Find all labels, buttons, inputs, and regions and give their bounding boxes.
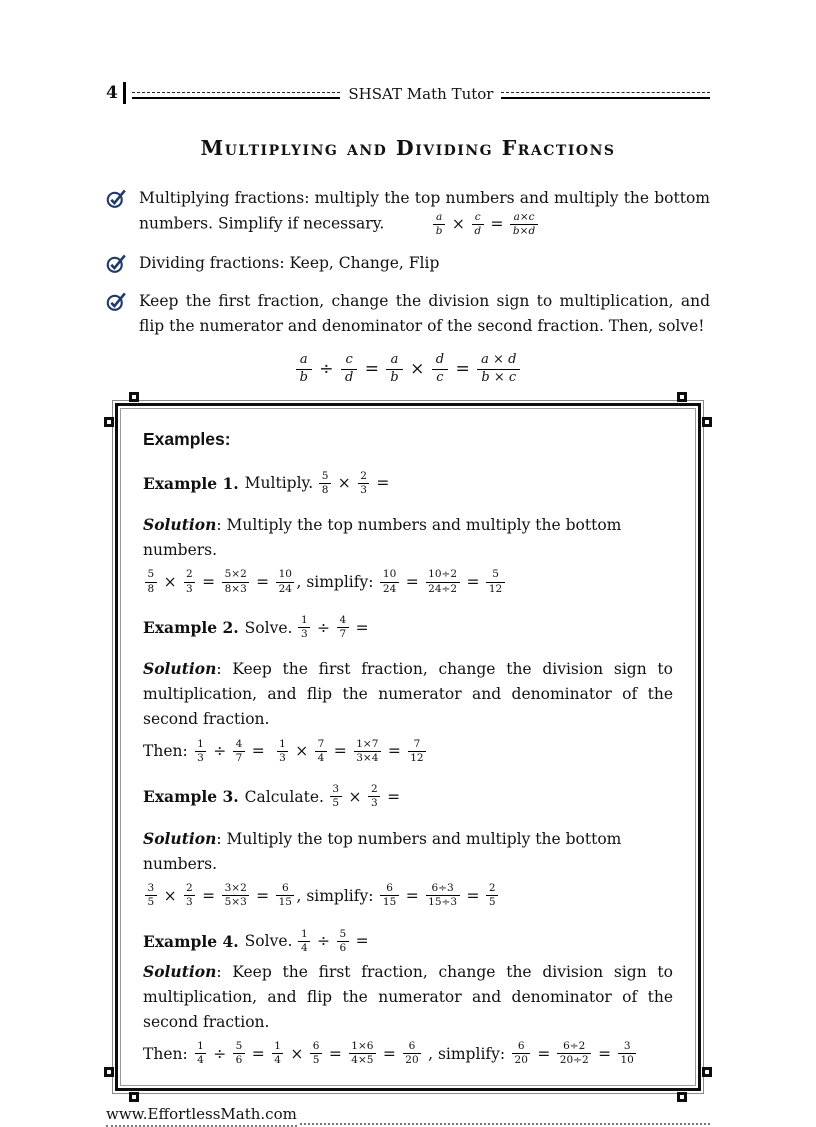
solution-label: Solution: [143, 515, 217, 534]
page-number-divider: [123, 82, 126, 104]
example-4-formula: $\frac{1}{4}$ ÷ $\frac{5}{6}$ =: [296, 928, 368, 955]
page-title: Multiplying and Dividing Fractions: [200, 136, 616, 160]
example-1-problem: [143, 470, 673, 497]
example-4-work: Then: $\frac{1}{4}$ ÷ $\frac{5}{6}$ = $\frac{1}{4}$ × $\frac{6}{5}$ = $\frac{1\times 6}{4\times 5}$ = $\frac{6}{20}$ , simplify: $\frac{6}{20}$ = $\frac{6\div 2}{20\div 2}$ = $\frac{3}{10}$: [143, 1039, 673, 1069]
frame-ornament: [129, 392, 139, 402]
check-circle-icon: [106, 253, 127, 274]
example-4: [143, 928, 673, 1069]
example-label: Example 4.: [143, 931, 239, 951]
frame-ornament: [677, 1092, 687, 1102]
examples-content: [120, 408, 696, 1086]
example-2-problem: [143, 614, 673, 641]
example-prompt: Solve.: [244, 932, 293, 951]
example-3-formula: $\frac{3}{5}$ × $\frac{2}{3}$ =: [328, 783, 400, 810]
note-text: [139, 186, 710, 238]
example-label: Example 2.: [143, 618, 239, 638]
page-footer: [106, 1105, 710, 1127]
example-2-work: Then: $\frac{1}{3}$ ÷ $\frac{4}{7}$ = $\frac{1}{3}$ × $\frac{7}{4}$ = $\frac{1\times 7}{3\times 4}$ = $\frac{7}{12}$: [143, 736, 673, 766]
multiply-rule-formula: $\frac{a}{b}$ × $\frac{c}{d}$ = $\frac{a\times c}{b\times d}$: [431, 211, 539, 238]
note-keep-change-flip: [106, 289, 710, 339]
example-1: [143, 470, 673, 597]
solution-text: : Multiply the top numbers and multiply the bottom numbers.: [143, 516, 622, 559]
page-header: [106, 80, 710, 106]
note-text-span: Multiplying fractions: multiply the top numbers and multiply the bottom numbers. Simplify if necessary.: [139, 189, 710, 233]
lesson-notes: [106, 186, 710, 339]
solution-label: Solution: [143, 828, 217, 848]
check-circle-icon: [106, 188, 127, 209]
note-dividing: [106, 251, 710, 276]
example-3-work: $\frac{3}{5}$ × $\frac{2}{3}$ = $\frac{3\times 2}{5\times 3}$ = $\frac{6}{15}$ , simplify: $\frac{6}{15}$ = $\frac{6\div 3}{15\div 3}$ = $\frac{2}{5}$: [143, 881, 673, 911]
frame-ornament: [677, 392, 687, 402]
division-rule-formula: $\frac{a}{b}$ ÷ $\frac{c}{d}$ = $\frac{a}{b}$ × $\frac{d}{c}$ = $\frac{a \times d}{b \times c}$: [106, 352, 710, 386]
note-text: Keep the first fraction, change the division sign to multiplication, and flip the numerator and denominator of the second fraction. Then, solve!: [139, 292, 710, 336]
example-3-solution: [143, 826, 673, 877]
example-2: [143, 614, 673, 766]
example-prompt: Solve.: [244, 618, 293, 637]
example-label: Example 3.: [143, 787, 239, 807]
example-4-solution: [143, 959, 673, 1035]
example-prompt: Multiply.: [244, 474, 314, 493]
solution-text: : Keep the first fraction, change the division sign to multiplication, and flip the numerator and denominator of the second fraction.: [143, 962, 673, 1031]
note-text: Dividing fractions: Keep, Change, Flip: [139, 254, 440, 273]
header-rule-right: [501, 92, 710, 99]
footer-url-link[interactable]: www.EffortlessMath.com: [106, 1105, 297, 1127]
page-number: 4: [106, 83, 118, 103]
solution-text: : Keep the first fraction, change the division sign to multiplication, and flip the numerator and denominator of the second fraction.: [143, 660, 673, 729]
footer-dotted-leader: [300, 1123, 710, 1125]
frame-ornament: [702, 1067, 712, 1077]
example-1-formula: $\frac{5}{8}$ × $\frac{2}{3}$ =: [317, 470, 389, 497]
check-circle-icon: [106, 291, 127, 312]
solution-label: Solution: [143, 961, 217, 981]
example-3: [143, 783, 673, 910]
example-3-problem: [143, 783, 673, 810]
example-prompt: Calculate.: [244, 787, 324, 806]
example-label: Example 1.: [143, 473, 239, 493]
frame-border: [115, 403, 701, 1091]
frame-ornament: [104, 1067, 114, 1077]
note-multiplying: [106, 186, 710, 238]
solution-text: : Multiply the top numbers and multiply the bottom numbers.: [143, 829, 622, 873]
frame-ornament: [104, 417, 114, 427]
solution-label: Solution: [143, 659, 217, 679]
example-2-formula: $\frac{1}{3}$ ÷ $\frac{4}{7}$ =: [296, 614, 368, 641]
header-rule-left: [132, 92, 341, 99]
frame-ornament: [702, 417, 712, 427]
example-1-work: $\frac{5}{8}$ × $\frac{2}{3}$ = $\frac{5\times 2}{8\times 3}$ = $\frac{10}{24}$ , simplify: $\frac{10}{24}$ = $\frac{10\div 2}{24\div 2}$ = $\frac{5}{12}$: [143, 567, 673, 597]
example-2-solution: [143, 656, 673, 732]
frame-ornament: [129, 1092, 139, 1102]
example-4-problem: [143, 928, 673, 955]
header-title: SHSAT Math Tutor: [348, 85, 494, 103]
examples-heading: Examples:: [143, 428, 231, 449]
examples-frame: [112, 400, 704, 1094]
example-1-solution: [143, 512, 673, 563]
